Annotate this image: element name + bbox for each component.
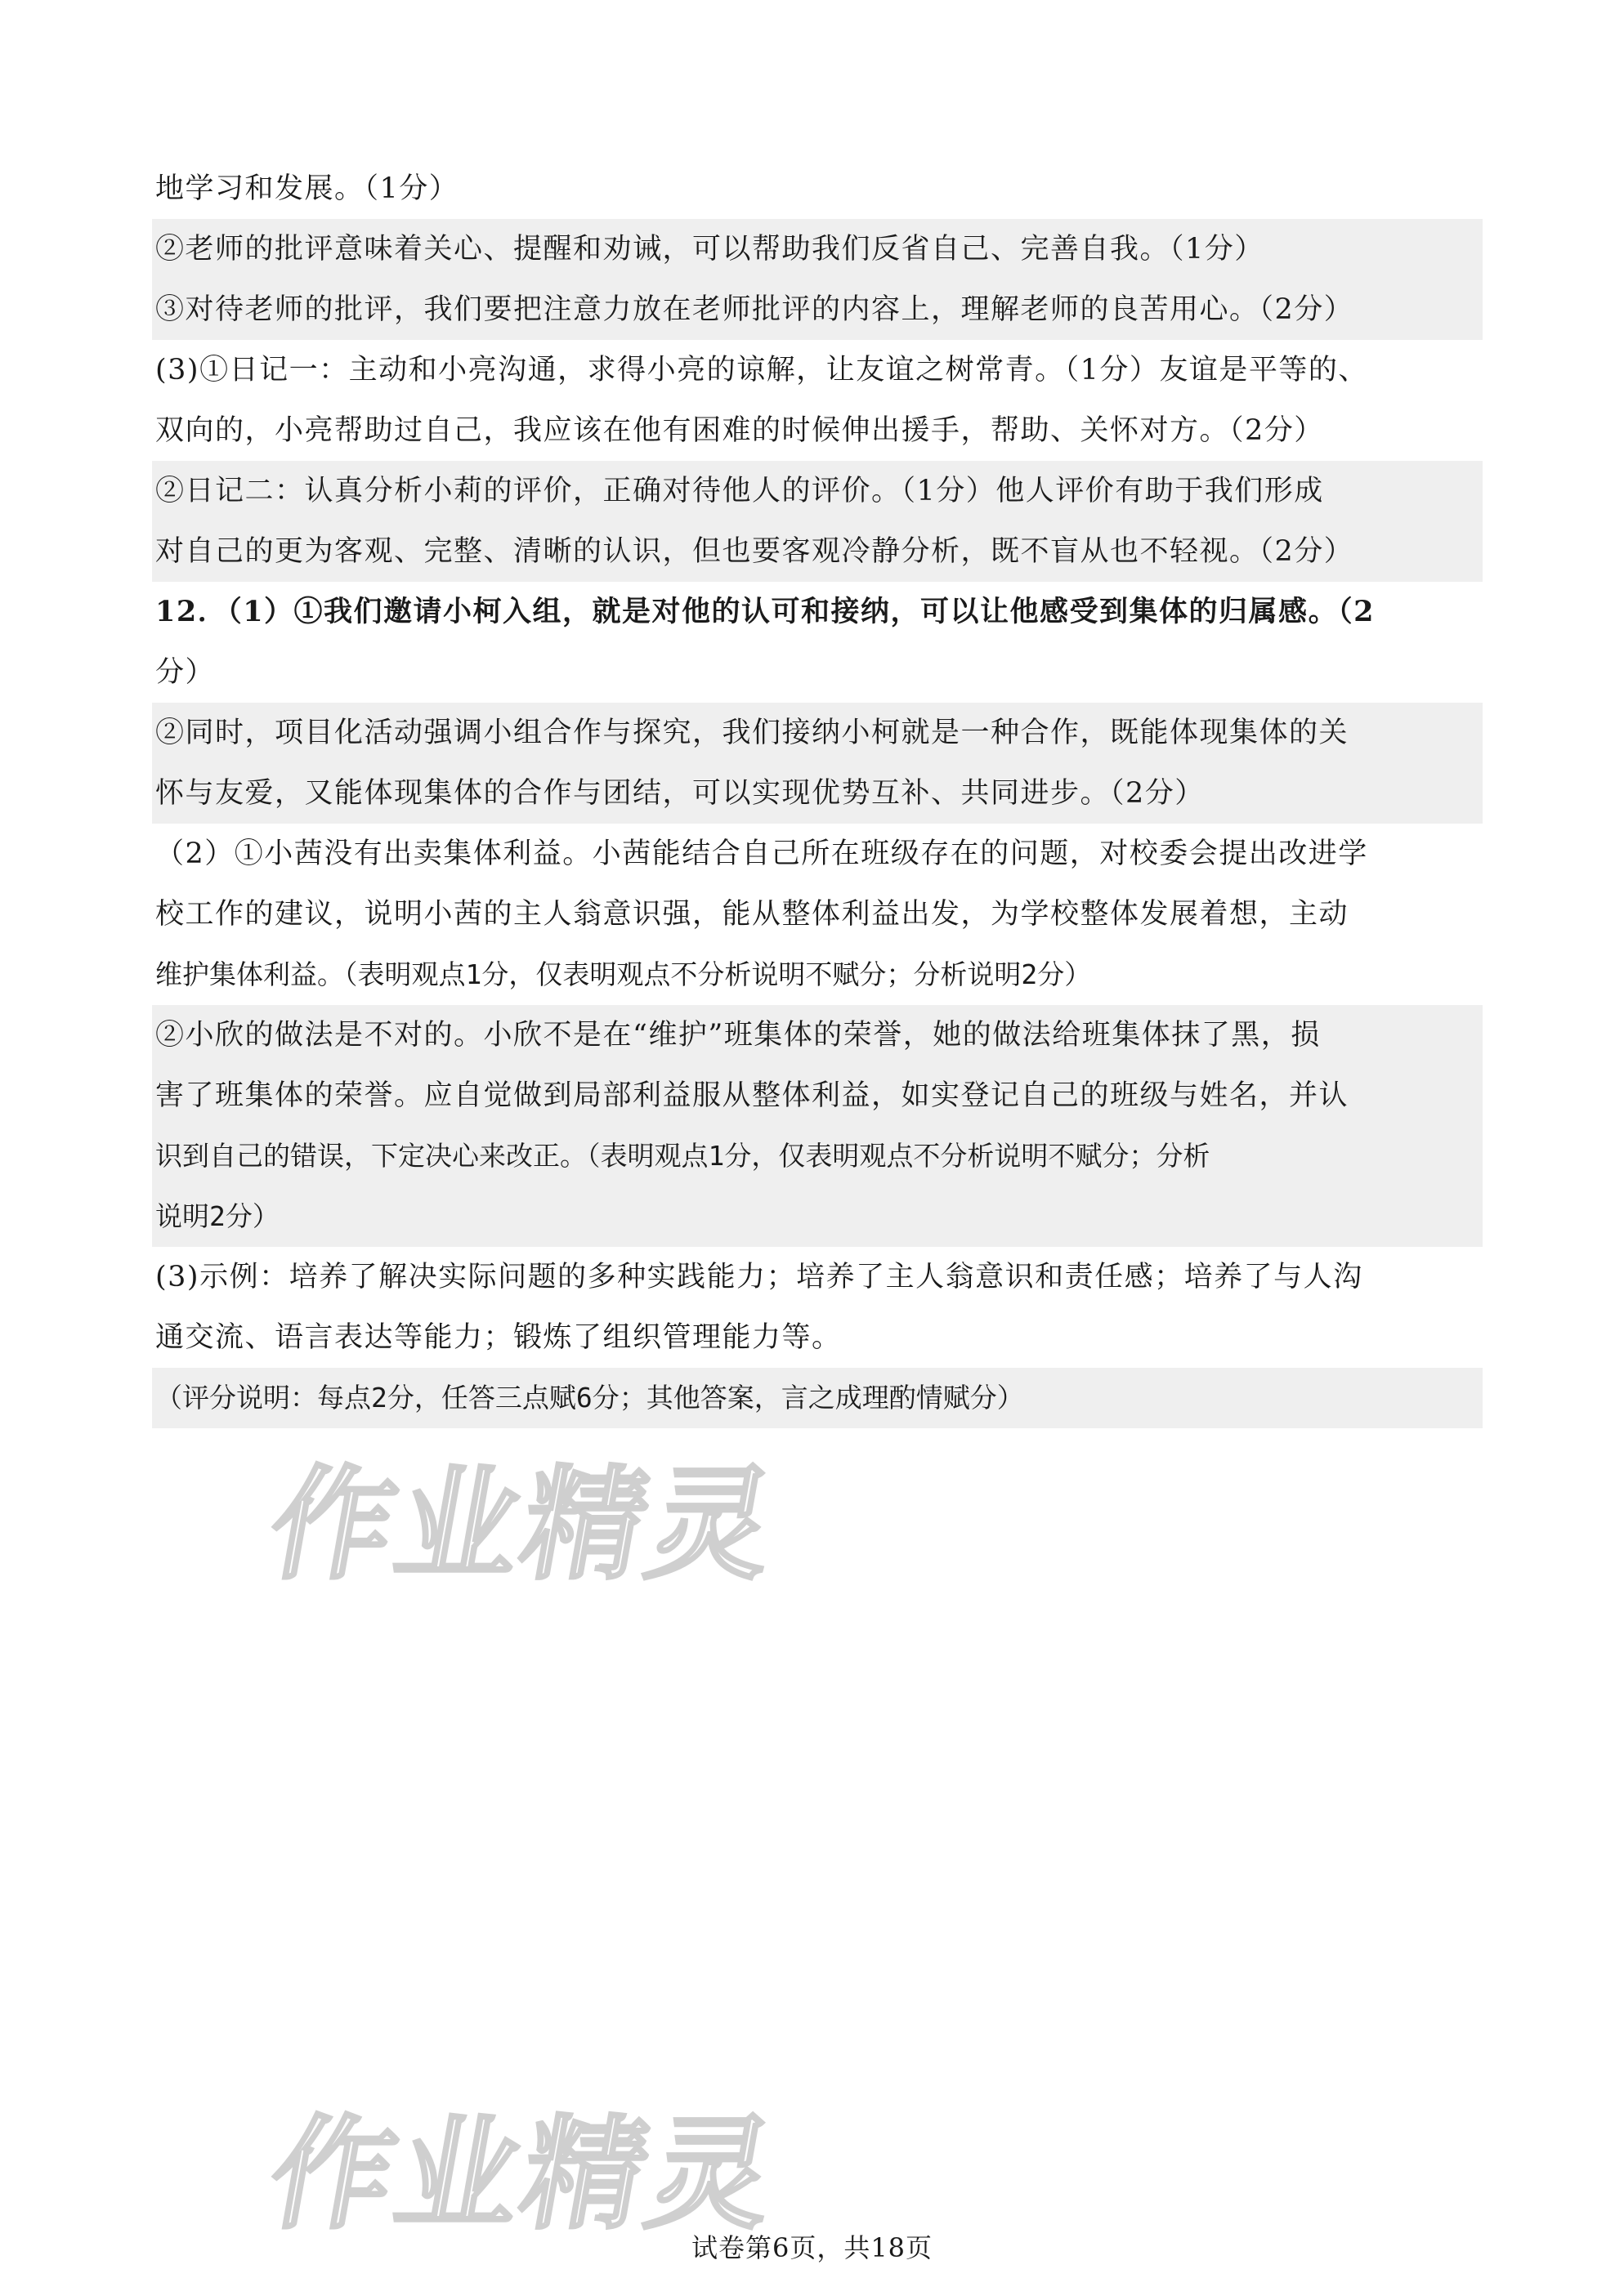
text-line-12: （2）①小茜没有出卖集体利益。小茜能结合自己所在班级存在的问题，对校委会提出改进学 xyxy=(155,838,1368,870)
text-line-16: 害了班集体的荣誉。应自觉做到局部利益服从整体利益，如实登记自己的班级与姓名，并认 xyxy=(152,1065,1483,1126)
watermark-logo-bottom: 作业精灵 xyxy=(259,2104,788,2246)
text-line-19: (3)示例：培养了解决实际问题的多种实践能力；培养了主人翁意识和责任感；培养了与人沟 xyxy=(155,1261,1363,1293)
text-line-2: ②老师的批评意味着关心、提醒和劝诫，可以帮助我们反省自己、完善自我。（1分） xyxy=(152,219,1483,279)
text-line-4: (3)①日记一：主动和小亮沟通，求得小亮的谅解，让友谊之树常青。（1分）友谊是平等的、 xyxy=(155,354,1368,386)
text-line-20: 通交流、语言表达等能力；锻炼了组织管理能力等。 xyxy=(155,1321,842,1354)
page-footer: 试卷第6页，共18页 xyxy=(691,2232,933,2263)
text-line-7: 对自己的更为客观、完整、清晰的认识，但也要客观冷静分析，既不盲从也不轻视。（2分） xyxy=(152,521,1483,582)
text-line-6: ②日记二：认真分析小莉的评价，正确对待他人的评价。（1分）他人评价有助于我们形成 xyxy=(152,461,1483,521)
text-line-1: 地学习和发展。（1分） xyxy=(155,172,459,205)
text-line-13: 校工作的建议，说明小茜的主人翁意识强，能从整体利益出发，为学校整体发展着想，主动 xyxy=(155,898,1349,931)
scoring-note-1: 维护集体利益。（表明观点1分，仅表明观点不分析说明不赋分；分析说明2分） xyxy=(155,958,1092,990)
scoring-explanation: （评分说明：每点2分，任答三点赋6分；其他答案，言之成理酌情赋分） xyxy=(152,1368,1483,1428)
text-line-3: ③对待老师的批评，我们要把注意力放在老师批评的内容上，理解老师的良苦用心。（2分） xyxy=(152,279,1483,340)
text-line-5: 双向的，小亮帮助过自己，我应该在他有困难的时候伸出援手，帮助、关怀对方。（2分） xyxy=(155,414,1324,447)
answer-content xyxy=(152,159,1483,1428)
scoring-note-2-cont: 说明2分） xyxy=(152,1186,1483,1247)
text-line-10: ②同时，项目化活动强调小组合作与探究，我们接纳小柯就是一种合作，既能体现集体的关 xyxy=(152,703,1483,763)
question-12-line: 12．（1）①我们邀请小柯入组，就是对他的认可和接纳，可以让他感受到集体的归属感。（2 xyxy=(155,595,1375,628)
text-line-15: ②小欣的做法是不对的。小欣不是在“维护”班集体的荣誉，她的做法给班集体抹了黑，损 xyxy=(152,1005,1483,1065)
watermark-logo: 作业精灵 xyxy=(259,1454,788,1597)
scoring-note-2: 识到自己的错误，下定决心来改正。（表明观点1分，仅表明观点不分析说明不赋分；分析 xyxy=(152,1126,1483,1186)
text-line-11: 怀与友爱，又能体现集体的合作与团结，可以实现优势互补、共同进步。（2分） xyxy=(152,763,1483,824)
text-line-9: 分） xyxy=(155,656,216,689)
